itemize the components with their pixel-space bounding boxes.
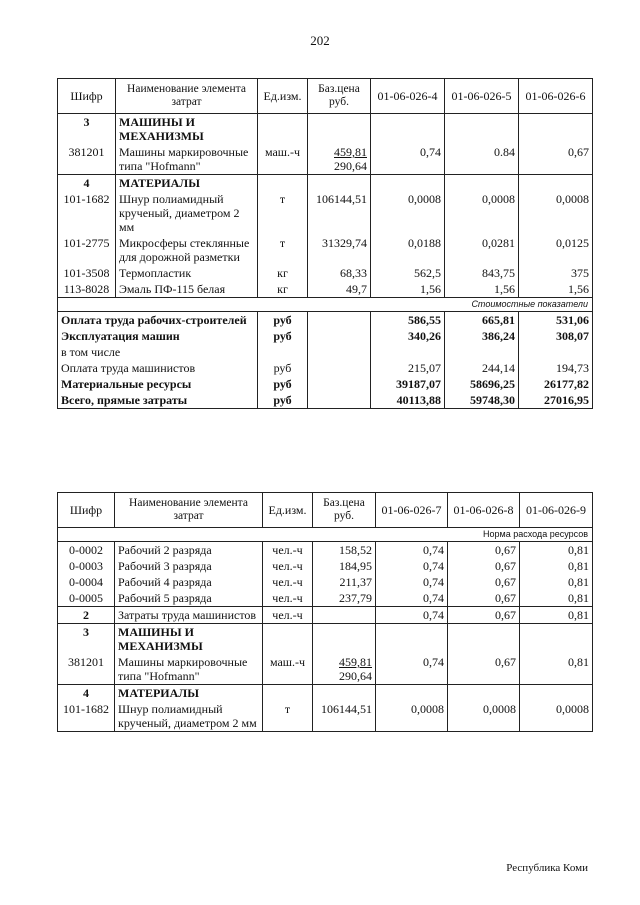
table-row	[58, 542, 593, 559]
row-code: 0-0004	[58, 574, 115, 590]
row-name: Рабочий 3 разряда	[115, 558, 263, 574]
table-header-row	[58, 493, 593, 528]
header-unit: Ед.изм.	[258, 79, 308, 114]
row-value-2: 0,67	[448, 590, 520, 607]
row-value-1: 0,74	[376, 590, 448, 607]
cost-unit: руб	[258, 376, 308, 392]
cost-value-2: 665,81	[445, 312, 519, 329]
row-price: 211,37	[313, 574, 376, 590]
row-value-2: 0.84	[445, 144, 519, 175]
cost-caption: Стоимостные показатели	[58, 298, 593, 312]
row-value-2: 0,67	[448, 607, 520, 624]
row-price: 31329,74	[308, 235, 371, 265]
cost-unit: руб	[258, 312, 308, 329]
row-value-2: 1,56	[445, 281, 519, 298]
table-row	[58, 701, 593, 732]
table-header-row	[58, 79, 593, 114]
cost-value-2: 386,24	[445, 328, 519, 344]
cost-value-2: 59748,30	[445, 392, 519, 409]
row-value-1: 562,5	[371, 265, 445, 281]
section-number: 3	[58, 114, 116, 145]
header-price: Баз.цена руб.	[308, 79, 371, 114]
row-value-2: 0,0281	[445, 235, 519, 265]
row-name: Эмаль ПФ-115 белая	[116, 281, 258, 298]
cost-name: Материальные ресурсы	[58, 376, 258, 392]
price-base: 290,64	[339, 669, 372, 683]
row-price: 68,33	[308, 265, 371, 281]
row-name: Машины маркировочные типа "Hofmann"	[115, 654, 263, 685]
cost-value-3: 308,07	[519, 328, 593, 344]
row-unit: чел.-ч	[263, 590, 313, 607]
footer-region: Республика Коми	[506, 862, 588, 874]
table-row	[58, 144, 593, 175]
row-value-3: 0,0008	[520, 701, 593, 732]
section-row-materials	[58, 685, 593, 702]
row-price: 158,52	[313, 542, 376, 559]
cost-value-3: 531,06	[519, 312, 593, 329]
row-value-3: 0,81	[520, 558, 593, 574]
cost-row	[58, 328, 593, 344]
row-unit: кг	[258, 281, 308, 298]
header-code: Шифр	[58, 493, 115, 528]
row-unit: чел.-ч	[263, 574, 313, 590]
cost-value-3: 194,73	[519, 360, 593, 376]
row-value-3: 0,81	[520, 607, 593, 624]
row-name: Рабочий 4 разряда	[115, 574, 263, 590]
row-value-1: 0,74	[376, 542, 448, 559]
section-title: МАШИНЫ И МЕХАНИЗМЫ	[116, 114, 258, 145]
row-name: Шнур полиамидный крученый, диаметром 2 мм	[115, 701, 263, 732]
row-value-2: 0,67	[448, 654, 520, 685]
row-value-2: 0,67	[448, 558, 520, 574]
price-current: 459,81	[334, 145, 367, 159]
row-unit: кг	[258, 265, 308, 281]
header-name: Наименование элемента затрат	[115, 493, 263, 528]
table-row	[58, 654, 593, 685]
section-row-materials	[58, 175, 593, 192]
row-unit: т	[258, 235, 308, 265]
row-value-1: 0,74	[371, 144, 445, 175]
row-name: Термопластик	[116, 265, 258, 281]
header-code: Шифр	[58, 79, 116, 114]
cost-row	[58, 344, 593, 360]
caption-row	[58, 528, 593, 542]
row-unit: чел.-ч	[263, 542, 313, 559]
section-row-machines	[58, 624, 593, 655]
row-price	[308, 144, 371, 175]
row-name: Шнур полиамидный крученый, диаметром 2 мм	[116, 191, 258, 235]
cost-value-2: 244,14	[445, 360, 519, 376]
row-value-2: 843,75	[445, 265, 519, 281]
header-col-1: 01-06-026-4	[371, 79, 445, 114]
estimate-table-1	[57, 78, 593, 409]
row-price: 106144,51	[308, 191, 371, 235]
row-code: 101-2775	[58, 235, 116, 265]
cost-value-3: 26177,82	[519, 376, 593, 392]
table-row	[58, 590, 593, 607]
row-price: 49,7	[308, 281, 371, 298]
table-row	[58, 574, 593, 590]
cost-unit: руб	[258, 360, 308, 376]
row-code: 381201	[58, 144, 116, 175]
row-unit: чел.-ч	[263, 607, 313, 624]
row-code: 101-1682	[58, 701, 115, 732]
header-col-3: 01-06-026-9	[520, 493, 593, 528]
row-name: Машины маркировочные типа "Hofmann"	[116, 144, 258, 175]
price-current: 459,81	[339, 655, 372, 669]
row-name: Рабочий 2 разряда	[115, 542, 263, 559]
section-number: 2	[58, 607, 115, 624]
section-row-machines	[58, 114, 593, 145]
row-value-3: 375	[519, 265, 593, 281]
estimate-table-2	[57, 492, 593, 732]
cost-name: Всего, прямые затраты	[58, 392, 258, 409]
row-value-1: 0,0008	[376, 701, 448, 732]
header-col-2: 01-06-026-5	[445, 79, 519, 114]
row-name: Затраты труда машинистов	[115, 607, 263, 624]
row-value-3: 0,81	[520, 542, 593, 559]
header-col-1: 01-06-026-7	[376, 493, 448, 528]
row-unit: маш.-ч	[263, 654, 313, 685]
header-price: Баз.цена руб.	[313, 493, 376, 528]
table-row	[58, 191, 593, 235]
row-value-2: 0,67	[448, 574, 520, 590]
norm-caption: Норма расхода ресурсов	[58, 528, 593, 542]
header-name: Наименование элемента затрат	[116, 79, 258, 114]
section-number: 4	[58, 685, 115, 702]
section-number: 4	[58, 175, 116, 192]
row-code: 0-0005	[58, 590, 115, 607]
row-value-2: 0,67	[448, 542, 520, 559]
header-col-2: 01-06-026-8	[448, 493, 520, 528]
cost-row	[58, 312, 593, 329]
row-unit: маш.-ч	[258, 144, 308, 175]
table-row-labor	[58, 607, 593, 624]
table-row	[58, 265, 593, 281]
cost-row	[58, 376, 593, 392]
table-row	[58, 281, 593, 298]
row-code: 101-1682	[58, 191, 116, 235]
row-value-3: 0,81	[520, 574, 593, 590]
row-value-3: 0,67	[519, 144, 593, 175]
row-value-1: 0,0008	[371, 191, 445, 235]
row-value-1: 0,74	[376, 654, 448, 685]
header-unit: Ед.изм.	[263, 493, 313, 528]
row-price	[313, 654, 376, 685]
cost-name: Оплата труда рабочих-строителей	[58, 312, 258, 329]
row-name: Рабочий 5 разряда	[115, 590, 263, 607]
row-value-3: 0,81	[520, 654, 593, 685]
row-value-3: 0,0008	[519, 191, 593, 235]
row-value-3: 0,0125	[519, 235, 593, 265]
section-number: 3	[58, 624, 115, 655]
price-base: 290,64	[334, 159, 367, 173]
cost-unit: руб	[258, 328, 308, 344]
section-title: МАТЕРИАЛЫ	[115, 685, 263, 702]
row-value-1: 0,74	[376, 607, 448, 624]
cost-value-1: 340,26	[371, 328, 445, 344]
cost-value-1: 586,55	[371, 312, 445, 329]
cost-row	[58, 360, 593, 376]
row-name: Микросферы стеклянные для дорожной разметки	[116, 235, 258, 265]
cost-name: Оплата труда машинистов	[58, 360, 258, 376]
row-value-2: 0,0008	[448, 701, 520, 732]
row-code: 113-8028	[58, 281, 116, 298]
row-value-1: 0,74	[376, 558, 448, 574]
row-price: 184,95	[313, 558, 376, 574]
row-code: 0-0002	[58, 542, 115, 559]
row-price: 237,79	[313, 590, 376, 607]
row-value-3: 0,81	[520, 590, 593, 607]
row-unit: чел.-ч	[263, 558, 313, 574]
row-code: 101-3508	[58, 265, 116, 281]
table-row	[58, 558, 593, 574]
row-value-1: 1,56	[371, 281, 445, 298]
row-code: 0-0003	[58, 558, 115, 574]
row-value-1: 0,0188	[371, 235, 445, 265]
table-row	[58, 235, 593, 265]
row-value-2: 0,0008	[445, 191, 519, 235]
row-price: 106144,51	[313, 701, 376, 732]
caption-row	[58, 298, 593, 312]
page-number: 202	[310, 33, 330, 48]
row-unit: т	[263, 701, 313, 732]
row-value-1: 0,74	[376, 574, 448, 590]
cost-value-1: 39187,07	[371, 376, 445, 392]
cost-row	[58, 392, 593, 409]
row-unit: т	[258, 191, 308, 235]
cost-value-2: 58696,25	[445, 376, 519, 392]
section-title: МАШИНЫ И МЕХАНИЗМЫ	[115, 624, 263, 655]
section-title: МАТЕРИАЛЫ	[116, 175, 258, 192]
header-col-3: 01-06-026-6	[519, 79, 593, 114]
cost-name: в том числе	[58, 344, 258, 360]
row-code: 381201	[58, 654, 115, 685]
cost-value-3: 27016,95	[519, 392, 593, 409]
row-value-3: 1,56	[519, 281, 593, 298]
cost-value-1: 40113,88	[371, 392, 445, 409]
cost-unit: руб	[258, 392, 308, 409]
cost-value-1: 215,07	[371, 360, 445, 376]
cost-name: Эксплуатация машин	[58, 328, 258, 344]
